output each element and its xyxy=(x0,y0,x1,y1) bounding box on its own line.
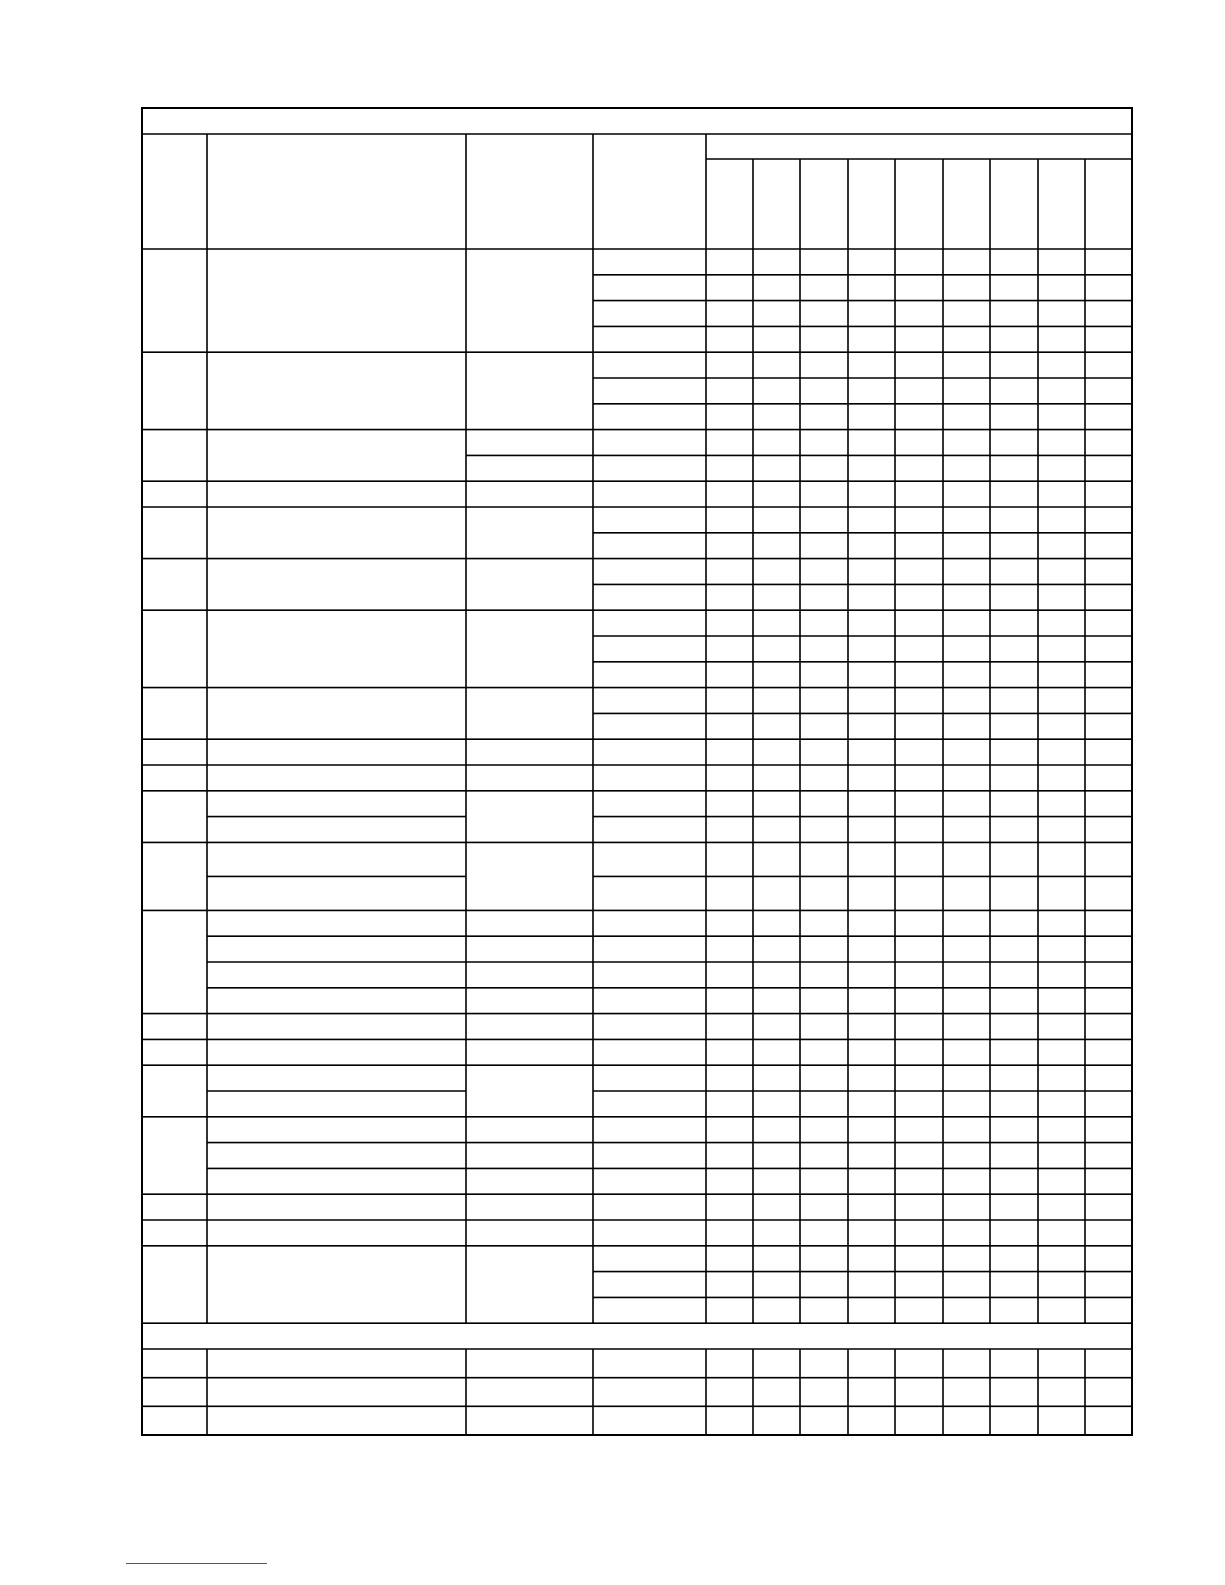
footnote-rule xyxy=(126,1563,267,1564)
table-border xyxy=(142,108,1132,1435)
